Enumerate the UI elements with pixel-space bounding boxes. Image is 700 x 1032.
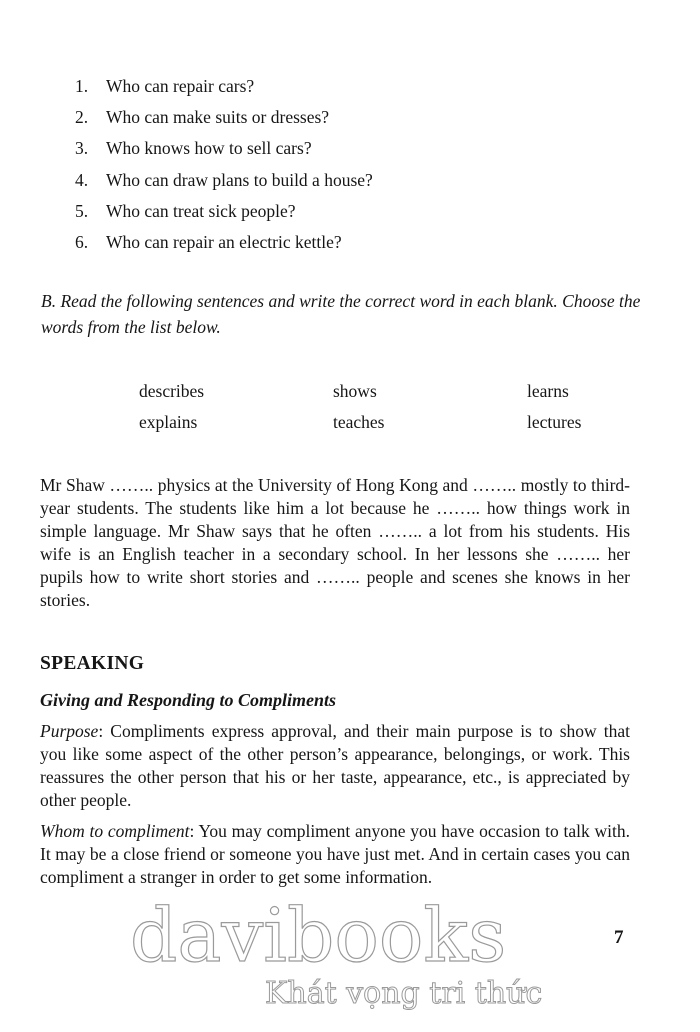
section-heading: SPEAKING (40, 653, 145, 674)
whom-paragraph: Whom to compliment: You may compliment anyone you have occasion to talk with. It may be a close friend or someone you have just met. And in certain cases you can compliment a stranger in order to get some information. (40, 821, 630, 887)
question-6: 6. Who can repair an electric kettle? (75, 232, 342, 252)
main-text-flow (40, 474, 630, 1015)
section-subheading: Giving and Responding to Compliments (40, 690, 337, 710)
cloze-paragraph: Mr Shaw …….. physics at the University of Hong Kong and …….. mostly to third-year students. The students like him a lot because he …….. how things work in simple language. Mr Shaw says that he often …….. a lot from his students. His wife is an English teacher in a secondary school. In her lessons she …….. her pupils how to write short stories and …….. people and scenes she knows in her stories. (40, 475, 630, 610)
question-2: 2. Who can make suits or dresses? (75, 107, 330, 127)
word: learns (527, 381, 569, 401)
question-4: 4. Who can draw plans to build a house? (75, 170, 373, 190)
page-number: 7 (614, 927, 624, 948)
word: explains (139, 412, 198, 432)
section-b-instruction: B. Read the following sentences and write the correct word in each blank. Choose the words from the list below. (41, 291, 641, 337)
question-3: 3. Who knows how to sell cars? (75, 138, 312, 158)
purpose-paragraph: Purpose: Compliments express approval, and their main purpose is to show that you like some aspect of the other person’s appearance, belongings, or work. This reassures the other person that his or her taste, appearance, etc., is appreciated by other people. (40, 721, 630, 810)
watermark-logo: davibooks (130, 893, 507, 979)
word: describes (139, 381, 205, 401)
question-5: 5. Who can treat sick people? (75, 201, 296, 221)
footer (40, 893, 630, 1015)
purpose-label: Purpose (40, 721, 99, 741)
question-1: 1. Who can repair cars? (75, 76, 255, 96)
whom-label: Whom to compliment (40, 821, 190, 841)
word: teaches (333, 412, 385, 432)
word: shows (333, 381, 377, 401)
word: lectures (527, 412, 582, 432)
watermark-tagline: Khát vọng tri thức (265, 976, 543, 1011)
